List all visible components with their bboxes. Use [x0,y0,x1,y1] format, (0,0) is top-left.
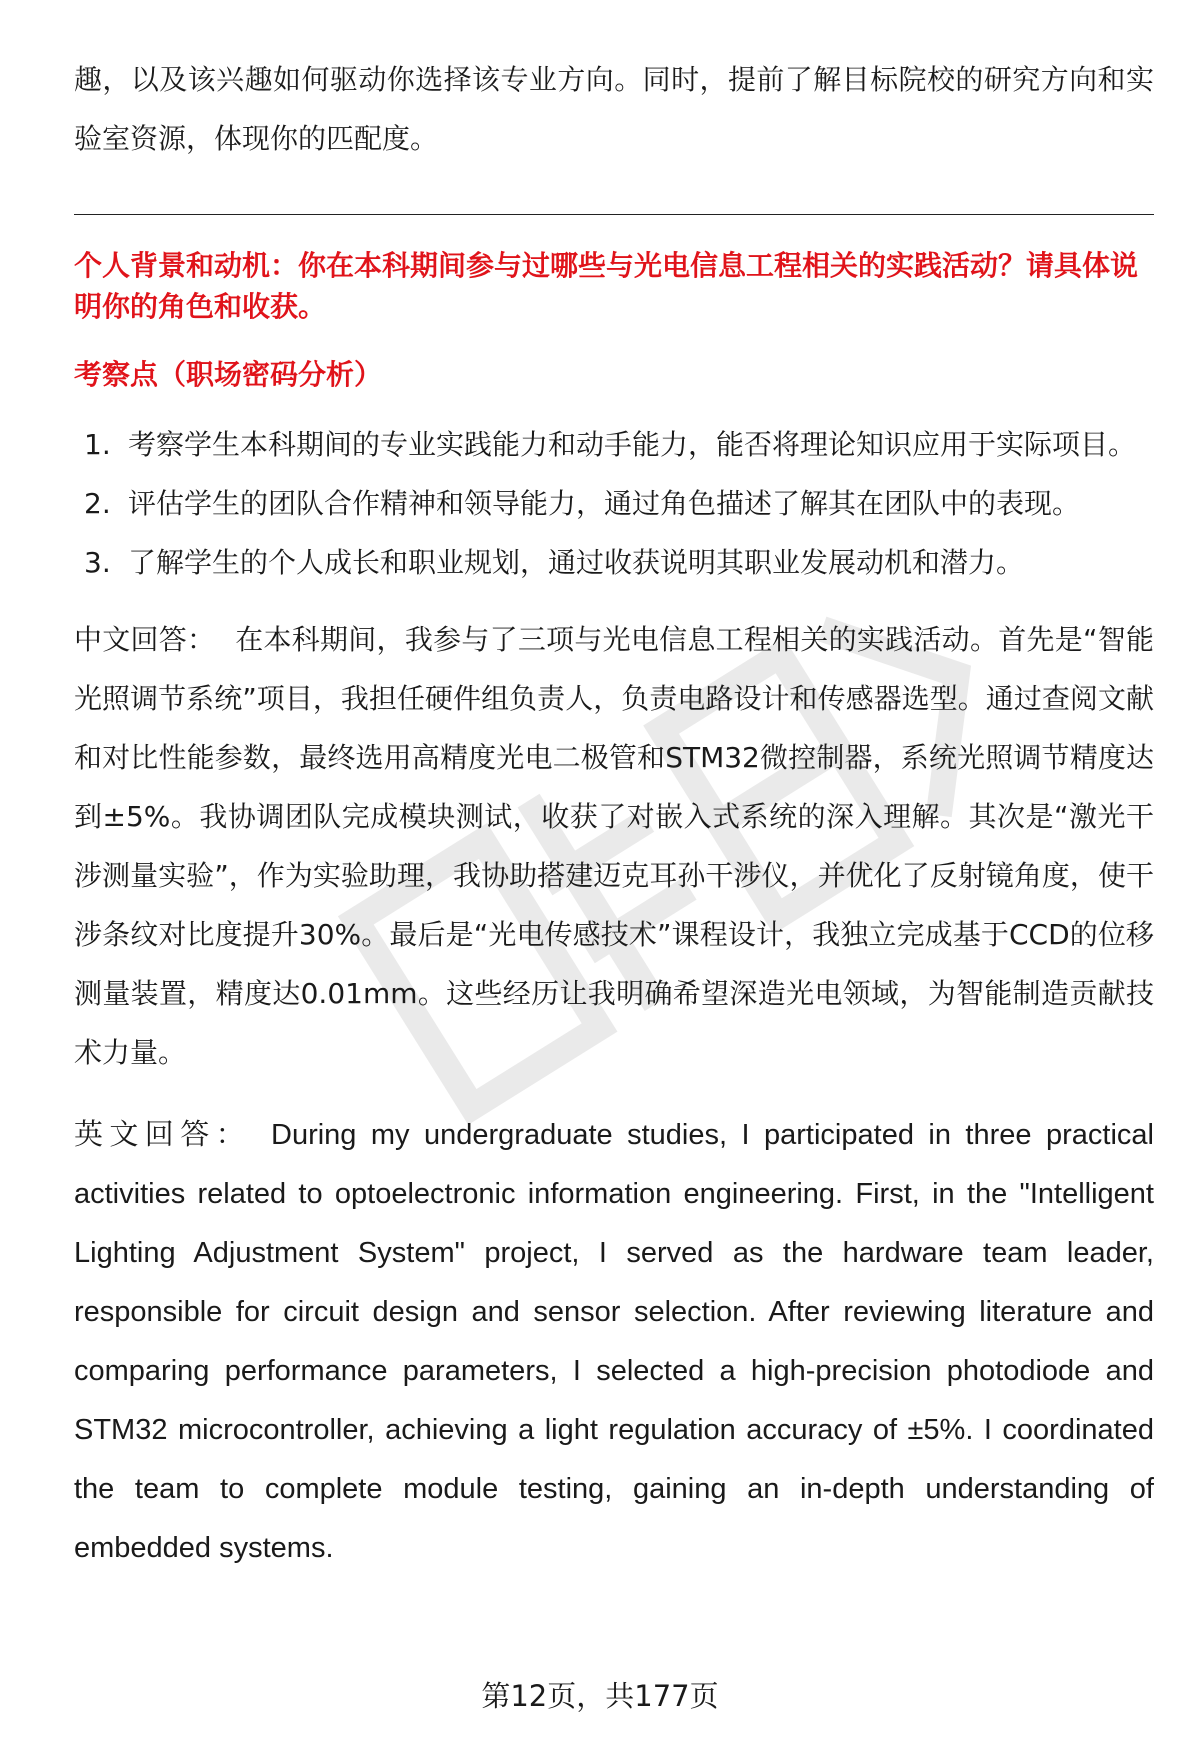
chinese-answer-label: 中文回答： [74,623,216,656]
list-item-text: 评估学生的团队合作精神和领导能力，通过角色描述了解其在团队中的表现。 [128,487,1081,520]
list-item-text: 考察学生本科期间的专业实践能力和动手能力，能否将理论知识应用于实际项目。 [128,428,1137,461]
chinese-answer [74,610,1154,1082]
list-item [74,415,1154,474]
list-item-number: 1. [84,428,111,461]
question-heading: 个人背景和动机：你在本科期间参与过哪些与光电信息工程相关的实践活动？请具体说明你的角色和收获。 [74,249,1139,323]
chinese-answer-text: 在本科期间，我参与了三项与光电信息工程相关的实践活动。首先是“智能光照调节系统”项目，我担任硬件组负责人，负责电路设计和传感器选型。通过查阅文献和对比性能参数，最终选用高精度光电二极管和STM32微控制器，系统光照调节精度达到±5%。我协调团队完成模块测试，收获了对嵌入式系统的深入理解。其次是“激光干涉测量实验”，作为实验助理，我协助搭建迈克耳孙干涉仪，并优化了反射镜角度，使干涉条纹对比度提升30%。最后是“光电传感技术”课程设计，我独立完成基于CCD的位移测量装置，精度达0.01mm。这些经历让我明确希望深造光电领域，为智能制造贡献技术力量。 [74,623,1154,1069]
list-item-number: 3. [84,546,111,579]
assessment-subheading: 考察点（职场密码分析） [74,358,383,391]
list-item [74,533,1154,592]
english-answer-text: During my undergraduate studies, I participated in three practical activities related to optoelectronic information engineering. First, in the "Intelligent Lighting Adjustment System" project, I served as the hardware team leader, responsible for circuit design and sensor selection. After reviewing literature and comparing performance parameters, I selected a high-precision photodiode and STM32 microcontroller, achieving a light regulation accuracy of ±5%. I coordinated the team to complete module testing, gaining an in-depth understanding of embedded systems. [74,1119,1154,1564]
assessment-points-list [74,415,1154,592]
section-divider [74,214,1154,215]
intro-paragraph: 趣，以及该兴趣如何驱动你选择该专业方向。同时，提前了解目标院校的研究方向和实验室资源，体现你的匹配度。 [74,63,1154,155]
list-item [74,474,1154,533]
document-page [74,50,1154,1578]
list-item-number: 2. [84,487,111,520]
english-answer [74,1106,1154,1578]
list-item-text: 了解学生的个人成长和职业规划，通过收获说明其职业发展动机和潜力。 [128,546,1025,579]
english-answer-label: 英文回答： [74,1119,251,1151]
page-number-footer: 第12页，共177页 [481,1679,719,1713]
